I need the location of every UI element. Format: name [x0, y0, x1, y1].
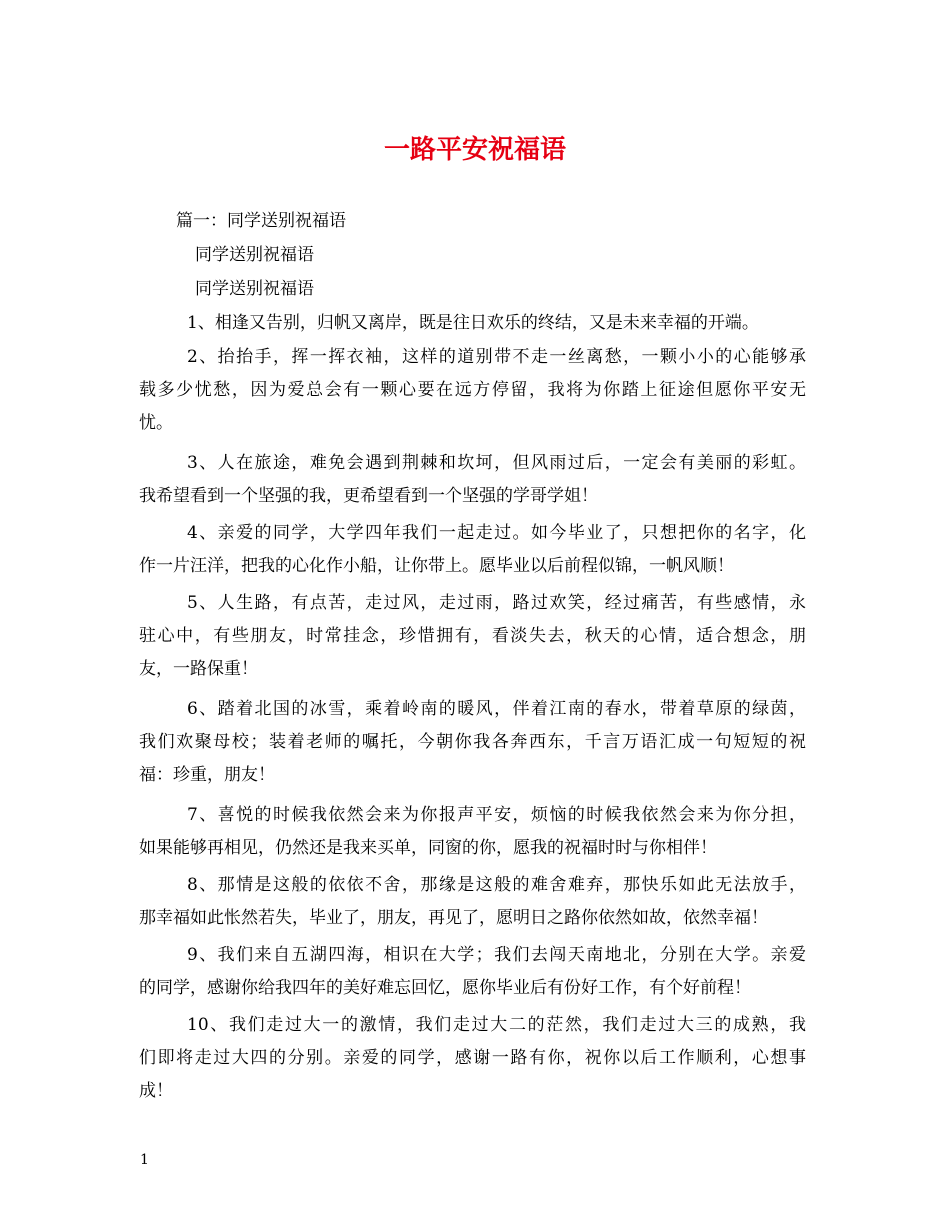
item-6-line: 我们欢聚母校；装着老师的嘱托，今朝你我各奔西东，千言万语汇成一句短短的祝: [139, 732, 806, 752]
item-5-line: 5、人生路，有点苦，走过风，走过雨，路过欢笑，经过痛苦，有些感情，永: [187, 593, 806, 613]
item-7-line: 如果能够再相见，仍然还是我来买单，同窗的你，愿我的祝福时时与你相伴！: [139, 838, 717, 858]
item-7-line: 7、喜悦的时候我依然会来为你报声平安，烦恼的时候我依然会来为你分担，: [187, 805, 806, 825]
item-3-line: 我希望看到一个坚强的我，更希望看到一个坚强的学哥学姐！: [139, 486, 598, 506]
section-heading-line: 篇一：同学送别祝福语: [176, 211, 346, 231]
item-10-line: 成！: [139, 1081, 173, 1101]
item-10-line: 10、我们走过大一的激情，我们走过大二的茫然，我们走过大三的成熟，我: [187, 1015, 806, 1035]
item-4-line: 4、亲爱的同学，大学四年我们一起走过。如今毕业了，只想把你的名字，化: [187, 523, 806, 543]
item-8-line: 那幸福如此怅然若失，毕业了，朋友，再见了，愿明日之路你依然如故，依然幸福！: [139, 908, 768, 928]
subheading-1-line: 同学送别祝福语: [195, 245, 314, 265]
item-2-line: 载多少忧愁，因为爱总会有一颗心要在远方停留，我将为你踏上征途但愿你平安无: [139, 380, 806, 400]
item-5-line: 友，一路保重！: [139, 659, 258, 679]
subheading-2-line: 同学送别祝福语: [195, 279, 314, 299]
page-number: 1: [140, 1152, 149, 1168]
item-10-line: 们即将走过大四的分别。亲爱的同学，感谢一路有你，祝你以后工作顺利，心想事: [139, 1048, 806, 1068]
item-6-line: 福：珍重，朋友！: [139, 765, 275, 785]
item-9-line: 9、我们来自五湖四海，相识在大学；我们去闯天南地北，分别在大学。亲爱: [187, 945, 806, 965]
item-1-line: 1、相逢又告别，归帆又离岸，既是往日欢乐的终结，又是未来幸福的开端。: [187, 313, 759, 333]
item-4-line: 作一片汪洋，把我的心化作小船，让你带上。愿毕业以后前程似锦，一帆风顺！: [139, 556, 734, 576]
item-5-line: 驻心中，有些朋友，时常挂念，珍惜拥有，看淡失去，秋天的心情，适合想念，朋: [139, 626, 806, 646]
item-2-line: 2、抬抬手，挥一挥衣袖，这样的道别带不走一丝离愁，一颗小小的心能够承: [187, 347, 806, 367]
item-9-line: 的同学，感谢你给我四年的美好难忘回忆，愿你毕业后有份好工作，有个好前程！: [139, 978, 751, 998]
item-2-line: 忧。: [139, 413, 173, 433]
item-6-line: 6、踏着北国的冰雪，乘着岭南的暖风，伴着江南的春水，带着草原的绿茵，: [187, 699, 806, 719]
item-3-line: 3、人在旅途，难免会遇到荆棘和坎坷，但风雨过后，一定会有美丽的彩虹。: [187, 453, 806, 473]
page-title: 一路平安祝福语: [383, 135, 566, 165]
item-8-line: 8、那情是这般的依依不舍，那缘是这般的难舍难弃，那快乐如此无法放手，: [187, 875, 806, 895]
